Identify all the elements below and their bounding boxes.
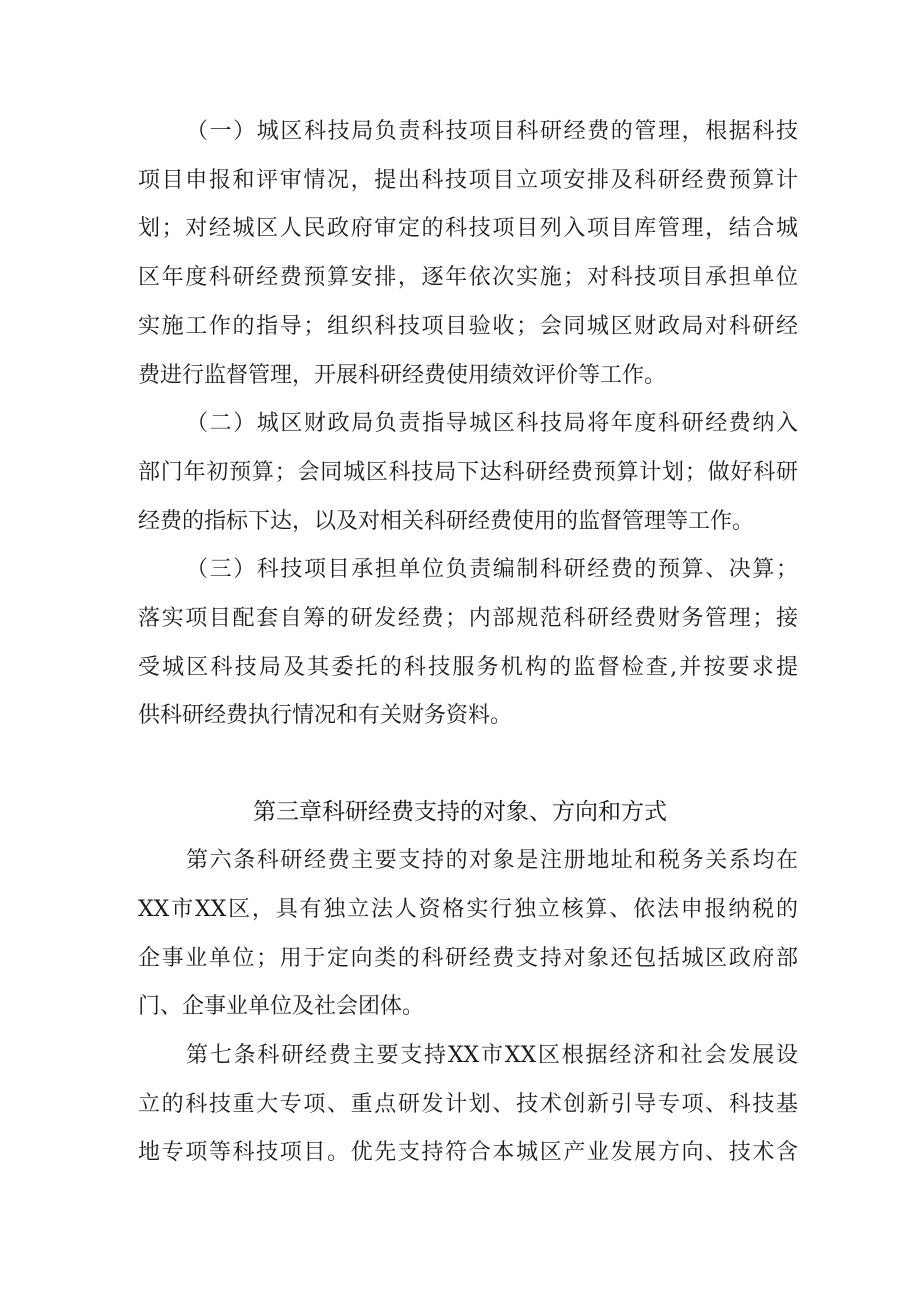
paragraph-5-line-3: 地专项等科技项目。优先支持符合本城区产业发展方向、技术含 bbox=[138, 1140, 798, 1165]
paragraph-4-line-1: 第六条科研经费主要支持的对象是注册地址和税务关系均在 bbox=[186, 848, 798, 873]
paragraph-1-line-5: 实施工作的指导；组织科技项目验收；会同城区财政局对科研经 bbox=[138, 314, 798, 339]
paragraph-2-line-3: 经费的指标下达，以及对相关科研经费使用的监督管理等工作。 bbox=[138, 509, 755, 534]
paragraph-2-line-1: （二）城区财政局负责指导城区科技局将年度科研经费纳入 bbox=[186, 411, 798, 436]
chapter-heading: 第三章科研经费支持的对象、方向和方式 bbox=[253, 799, 667, 825]
paragraph-3-line-4: 供科研经费执行情况和有关财务资料。 bbox=[138, 703, 513, 728]
paragraph-1-line-3: 划；对经城区人民政府审定的科技项目列入项目库管理，结合城 bbox=[138, 216, 798, 241]
paragraph-1-line-4: 区年度科研经费预算安排，逐年依次实施；对科技项目承担单位 bbox=[138, 265, 798, 290]
paragraph-1-line-2: 项目申报和评审情况，提出科技项目立项安排及科研经费预算计 bbox=[138, 168, 798, 193]
paragraph-4-line-3: 企事业单位；用于定向类的科研经费支持对象还包括城区政府部 bbox=[138, 946, 798, 971]
paragraph-1-line-6: 费进行监督管理，开展科研经费使用绩效评价等工作。 bbox=[138, 363, 667, 388]
paragraph-3-line-1: （三）科技项目承担单位负责编制科研经费的预算、决算； bbox=[186, 557, 798, 582]
paragraph-4-line-4: 门、企事业单位及社会团体。 bbox=[138, 994, 425, 1019]
paragraph-1-line-1: （一）城区科技局负责科技项目科研经费的管理，根据科技 bbox=[186, 119, 798, 144]
paragraph-3-line-3: 受城区科技局及其委托的科技服务机构的监督检查,并按要求提 bbox=[138, 655, 798, 680]
paragraph-2-line-2: 部门年初预算；会同城区科技局下达科研经费预算计划；做好科研 bbox=[138, 460, 798, 485]
paragraph-5-line-1: 第七条科研经费主要支持XX市XX区根据经济和社会发展设 bbox=[186, 1043, 798, 1068]
paragraph-5-line-2: 立的科技重大专项、重点研发计划、技术创新引导专项、科技基 bbox=[138, 1092, 798, 1117]
paragraph-4-line-2: XX市XX区，具有独立法人资格实行独立核算、依法申报纳税的 bbox=[138, 897, 798, 922]
paragraph-3-line-2: 落实项目配套自筹的研发经费；内部规范科研经费财务管理；接 bbox=[138, 606, 798, 631]
